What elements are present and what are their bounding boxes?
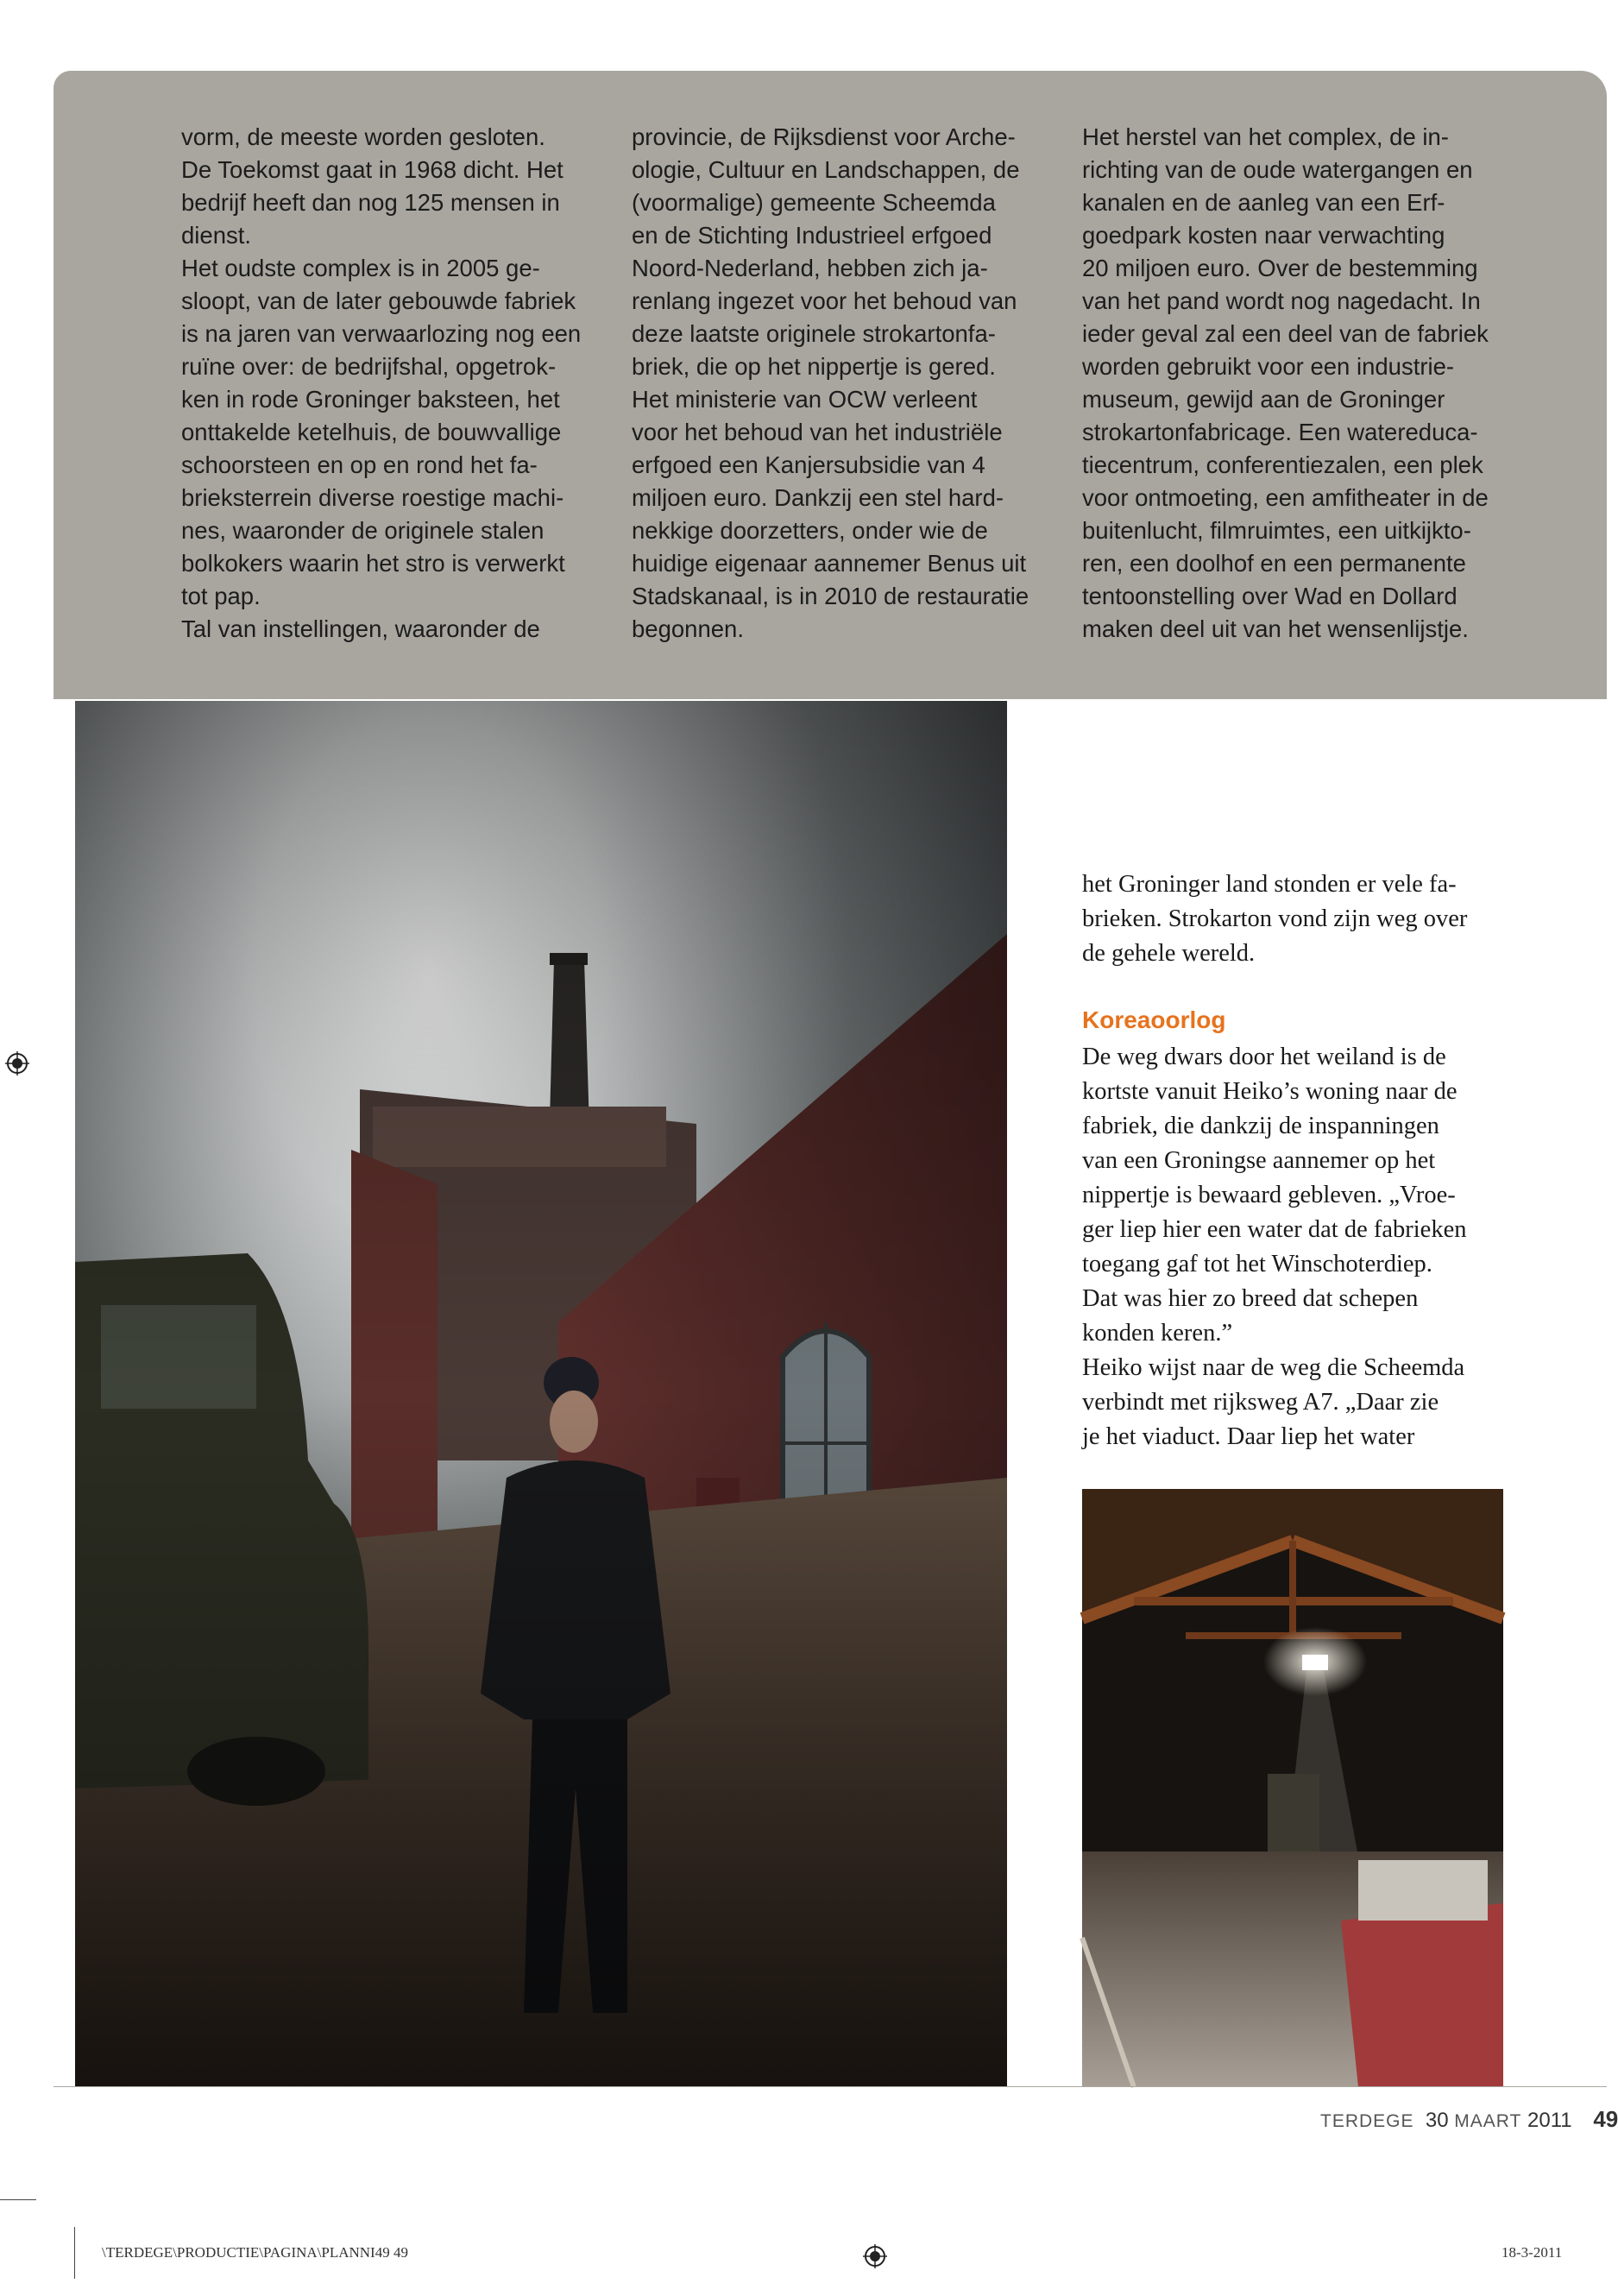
page-number: 49 [1593,2106,1618,2132]
text-line: richting van de oude watergangen en [1082,156,1473,183]
magazine-name: TERDEGE [1320,2111,1414,2131]
text-line: voor het behoud van het industriële [632,419,1003,445]
text-line: ger liep hier een water dat de fabrieken [1082,1216,1467,1243]
text-line: 20 miljoen euro. Over de bestemming [1082,255,1478,281]
text-line: sloopt, van de later gebouwde fabriek [181,287,576,314]
text-line: renlang ingezet voor het behoud van [632,287,1017,314]
text-line: Het oudste complex is in 2005 ge- [181,255,540,281]
text-line: tiecentrum, conferentiezalen, een plek [1082,451,1483,478]
text-line: de gehele wereld. [1082,940,1256,967]
text-line: Noord-Nederland, hebben zich ja- [632,255,988,281]
text-line: huidige eigenaar aannemer Benus uit [632,550,1027,577]
factory-photo [75,701,1007,2087]
crop-mark [0,2199,36,2200]
bottom-rule [54,2086,1607,2087]
section-heading: Koreaoorlog [1082,1006,1226,1033]
text-line: schoorsteen en op en rond het fa- [181,451,538,478]
text-line: Heiko wijst naar de weg die Scheemda [1082,1354,1465,1381]
text-line: verbindt met rijksweg A7. „Daar zie [1082,1389,1439,1416]
text-line: kortste vanuit Heiko’s woning naar de [1082,1078,1457,1105]
text-line: konden keren.” [1082,1320,1233,1347]
date-day: 30 [1425,2109,1449,2132]
article-intro [1082,867,1531,971]
text-line: strokartonfabricage. Een watereduca- [1082,419,1478,445]
text-line: Dat was hier zo breed dat schepen [1082,1285,1419,1312]
text-line: dienst. [181,222,252,249]
sidebar-column-3 [1082,121,1514,646]
text-line: nekkige doorzetters, onder wie de [632,517,988,544]
text-line: tot pap. [181,583,261,609]
text-line: erfgoed een Kanjersubsidie van 4 [632,451,985,478]
text-line: kanalen en de aanleg van een Erf- [1082,189,1445,216]
text-line: ologie, Cultuur en Landschappen, de [632,156,1020,183]
text-line: ren, een doolhof en een permanente [1082,550,1466,577]
page-footer [1320,2106,1618,2133]
text-line: van een Groningse aannemer op het [1082,1147,1436,1174]
text-line: ruïne over: de bedrijfshal, opgetrok- [181,353,557,380]
text-line: Het herstel van het complex, de in- [1082,123,1449,150]
text-line: nes, waaronder de originele stalen [181,517,545,544]
factory-photo-illustration [75,701,1007,2087]
text-line: provincie, de Rijksdienst voor Arche- [632,123,1016,150]
text-line: Stadskanaal, is in 2010 de restauratie [632,583,1029,609]
text-line: De weg dwars door het weiland is de [1082,1044,1446,1070]
article-body [1082,1040,1531,1454]
sidebar-column-2 [632,121,1063,646]
text-line: bedrijf heeft dan nog 125 mensen in [181,189,560,216]
text-line: is na jaren van verwaarlozing nog een [181,320,582,347]
slug-path: \TERDEGE\PRODUCTIE\PAGINA\PLANNI49 49 [102,2244,408,2261]
text-line: worden gebruikt voor een industrie- [1082,353,1455,380]
text-line: De Toekomst gaat in 1968 dicht. Het [181,156,563,183]
text-line: begonnen. [632,615,744,642]
text-line: fabriek, die dankzij de inspanningen [1082,1113,1439,1139]
text-line: museum, gewijd aan de Groninger [1082,386,1445,413]
text-line: brieksterrein diverse roestige machi- [181,484,564,511]
text-line: tentoonstelling over Wad en Dollard [1082,583,1457,609]
crop-mark [74,2227,75,2279]
slug-date: 18-3-2011 [1502,2244,1563,2261]
text-line: van het pand wordt nog nagedacht. In [1082,287,1481,314]
text-line: Het ministerie van OCW verleent [632,386,978,413]
text-line: goedpark kosten naar verwachting [1082,222,1445,249]
text-line: Tal van instellingen, waaronder de [181,615,540,642]
text-line: en de Stichting Industrieel erfgoed [632,222,992,249]
text-line: briek, die op het nippertje is gered. [632,353,996,380]
text-line: maken deel uit van het wensenlijstje. [1082,615,1469,642]
date-month: MAART [1454,2111,1522,2131]
text-line: miljoen euro. Dankzij een stel hard- [632,484,1004,511]
text-line: brieken. Strokarton vond zijn weg over [1082,905,1468,932]
text-line: deze laatste originele strokartonfa- [632,320,996,347]
date-year: 2011 [1527,2109,1572,2132]
text-line: vorm, de meeste worden gesloten. [181,123,545,150]
text-line: ieder geval zal een deel van de fabriek [1082,320,1489,347]
text-line: buitenlucht, filmruimtes, een uitkijkto- [1082,517,1471,544]
text-line: toegang gaf tot het Winschoterdiep. [1082,1251,1432,1277]
text-line: voor ontmoeting, een amfitheater in de [1082,484,1489,511]
text-line: nippertje is bewaard gebleven. „Vroe- [1082,1182,1456,1208]
text-line: ken in rode Groninger baksteen, het [181,386,560,413]
interior-photo [1082,1489,1503,2087]
interior-photo-illustration [1082,1489,1503,2087]
text-line: je het viaduct. Daar liep het water [1082,1423,1415,1450]
text-line: onttakelde ketelhuis, de bouwvallige [181,419,562,445]
registration-mark-icon [5,1051,29,1075]
registration-mark-icon [863,2244,887,2268]
text-line: (voormalige) gemeente Scheemda [632,189,996,216]
text-line: het Groninger land stonden er vele fa- [1082,871,1457,898]
text-line: bolkokers waarin het stro is verwerkt [181,550,565,577]
sidebar-column-1 [181,121,613,646]
